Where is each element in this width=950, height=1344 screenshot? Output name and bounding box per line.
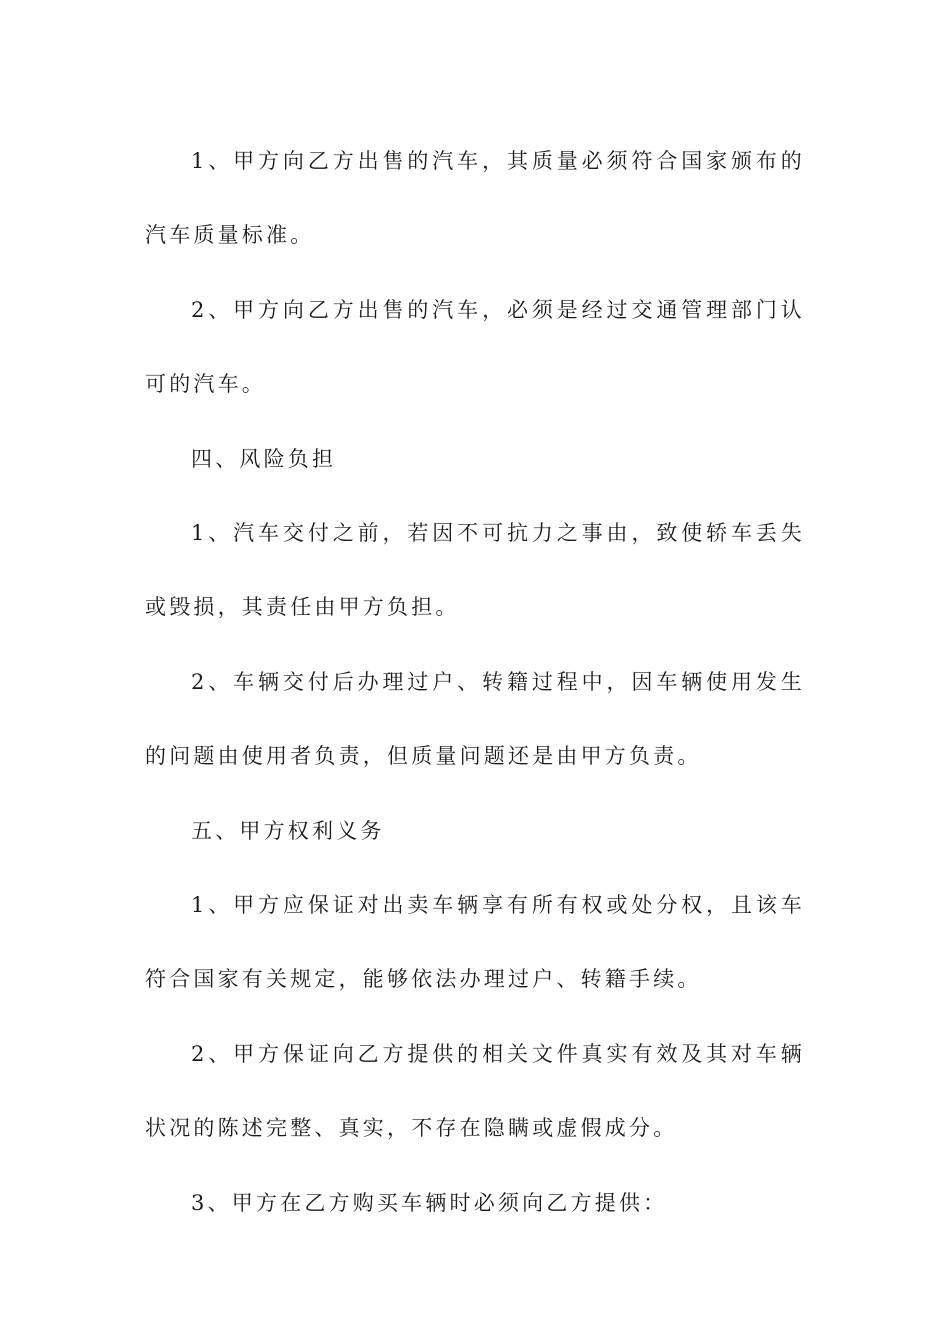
clause-document-authenticity: 2、甲方保证向乙方提供的相关文件真实有效及其对车辆状况的陈述完整、真实，不存在隐瞒或虚假成分。	[145, 1041, 805, 1141]
section-heading-party-a-rights: 五、甲方权利义务	[191, 818, 385, 843]
clause-traffic-approval: 2、甲方向乙方出售的汽车，必须是经过交通管理部门认可的汽车。	[145, 297, 805, 397]
section-heading-risk: 四、风险负担	[191, 446, 337, 471]
clause-risk-after-delivery: 2、车辆交付后办理过户、转籍过程中，因车辆使用发生的问题由使用者负责，但质量问题还是由甲方负责。	[145, 669, 805, 769]
clause-risk-before-delivery: 1、汽车交付之前，若因不可抗力之事由，致使轿车丢失或毁损，其责任由甲方负担。	[145, 521, 805, 620]
clause-provide-on-purchase: 3、甲方在乙方购买车辆时必须向乙方提供：	[191, 1190, 668, 1215]
clause-ownership-guarantee: 1、甲方应保证对出卖车辆享有所有权或处分权，且该车符合国家有关规定，能够依法办理过户、转籍手续。	[145, 893, 805, 992]
document-body	[145, 124, 805, 1240]
clause-quality-standard: 1、甲方向乙方出售的汽车，其质量必须符合国家颁布的汽车质量标准。	[145, 149, 805, 248]
